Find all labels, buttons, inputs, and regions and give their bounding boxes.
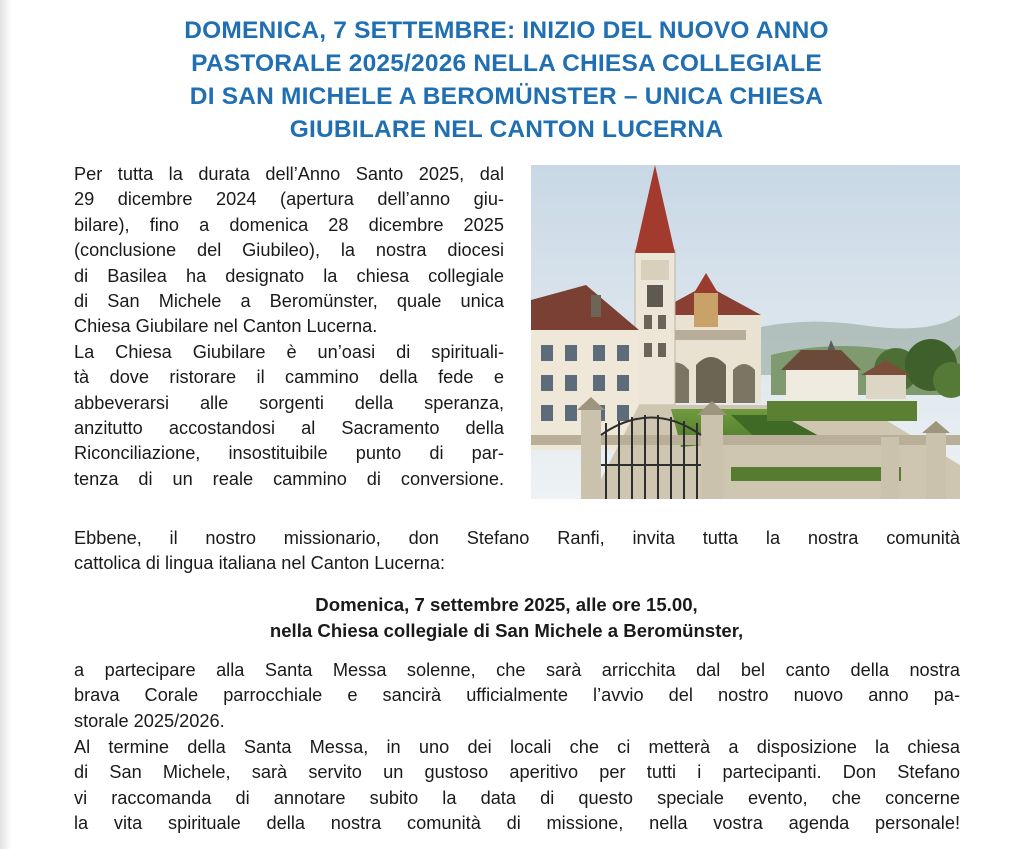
intro-line: abbeverarsi alle sorgenti della speranza, xyxy=(74,392,504,413)
invite-line: cattolica di lingua italiana nel Canton Lucerna: xyxy=(74,553,446,574)
intro-paragraph xyxy=(74,162,504,492)
event-date-time: Domenica, 7 settembre 2025, alle ore 15.00, xyxy=(315,594,698,615)
church-photo xyxy=(531,165,960,499)
intro-line: di San Michele a Beromünster, quale unica xyxy=(74,290,504,311)
title-line: GIUBILARE NEL CANTON LUCERNA xyxy=(289,116,724,143)
intro-line: La Chiesa Giubilare è un’oasi di spirituali- xyxy=(74,341,504,362)
mass-line: a partecipare alla Santa Messa solenne, che sarà arricchita dal bel canto della nostra xyxy=(74,660,960,680)
title-line: DI SAN MICHELE A BEROMÜNSTER – UNICA CHIESA xyxy=(189,83,824,110)
intro-line: di Basilea ha designato la chiesa collegiale xyxy=(74,265,504,286)
intro-line: tenza di un reale cammino di conversione. xyxy=(74,468,504,489)
title-line: PASTORALE 2025/2026 NELLA CHIESA COLLEGIALE xyxy=(191,50,822,77)
intro-line: Riconciliazione, insostituibile punto di par- xyxy=(74,443,504,464)
article-title xyxy=(60,14,953,146)
intro-line: Chiesa Giubilare nel Canton Lucerna. xyxy=(74,316,378,337)
event-location: nella Chiesa collegiale di San Michele a Beromünster, xyxy=(269,620,744,641)
aperitivo-line: di San Michele, sarà servito un gustoso aperitivo per tutti i partecipanti. Don Stefano xyxy=(74,762,960,783)
invite-line: Ebbene, il nostro missionario, don Stefano Ranfi, invita tutta la nostra comunità xyxy=(74,528,960,548)
title-line: DOMENICA, 7 SETTEMBRE: INIZIO DEL NUOVO ANNO xyxy=(184,17,829,44)
intro-line: 29 dicembre 2024 (apertura dell’anno giu- xyxy=(74,189,504,210)
mass-paragraph xyxy=(74,658,960,734)
mass-line: brava Corale parrocchiale e sancirà ufficialmente l’avvio del nostro nuovo anno pa- xyxy=(74,685,960,706)
event-details xyxy=(60,592,953,644)
church-illustration xyxy=(531,165,960,499)
aperitivo-paragraph xyxy=(74,735,960,837)
aperitivo-line: vi raccomanda di annotare subito la data di questo speciale evento, che concerne xyxy=(74,787,960,808)
page-edge-shadow xyxy=(0,0,12,849)
intro-line: tà dove ristorare il cammino della fede e xyxy=(74,367,504,388)
mass-line: storale 2025/2026. xyxy=(74,710,225,731)
intro-line: (conclusione del Giubileo), la nostra diocesi xyxy=(74,240,504,261)
intro-line: Per tutta la durata dell’Anno Santo 2025, dal xyxy=(74,164,504,184)
aperitivo-line: Al termine della Santa Messa, in uno dei locali che ci metterà a disposizione la chiesa xyxy=(74,737,960,757)
aperitivo-line: la vita spirituale della nostra comunità di missione, nella vostra agenda personale! xyxy=(74,813,960,834)
invitation-paragraph xyxy=(74,526,960,577)
intro-line: anzitutto accostandosi al Sacramento della xyxy=(74,417,504,438)
intro-line: bilare), fino a domenica 28 dicembre 2025 xyxy=(74,214,504,235)
